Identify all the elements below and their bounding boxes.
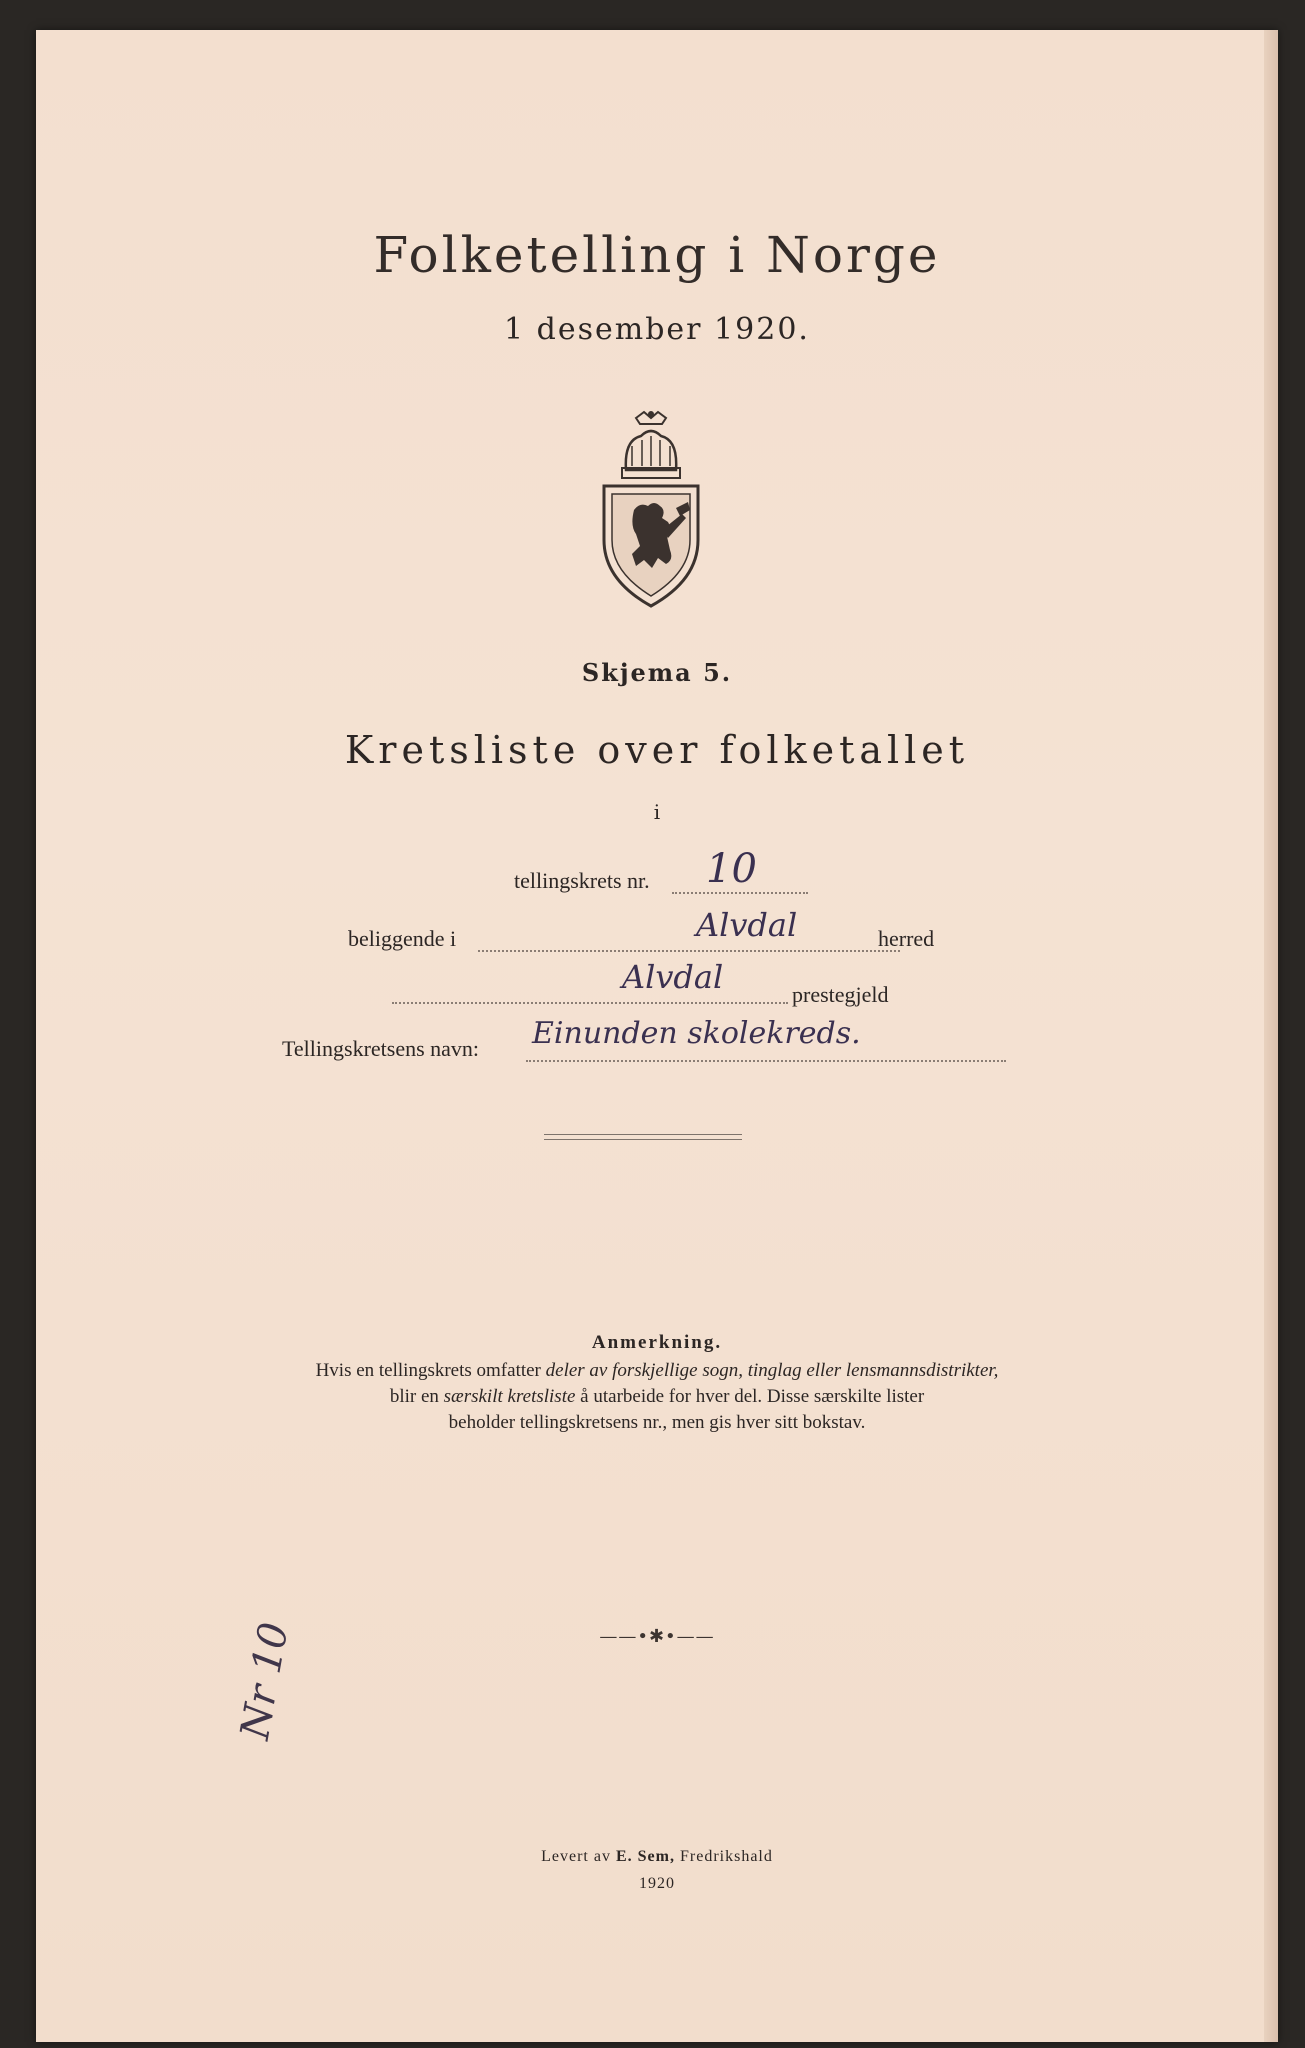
herred-field <box>478 920 900 952</box>
form-date: 1 desember 1920. <box>504 312 810 347</box>
remark-line-1 <box>36 1360 1278 1382</box>
district-name-value: Einunden skolekreds. <box>532 1016 861 1051</box>
remark-line-3: beholder tellingskretsens nr., men gis hver sitt bokstav. <box>448 1412 866 1433</box>
herred-label: herred <box>878 926 935 951</box>
printer-year: 1920 <box>639 1875 675 1892</box>
section-divider <box>544 1134 742 1140</box>
remark-line-2 <box>36 1386 1278 1408</box>
printer-prefix: Levert av <box>541 1848 616 1865</box>
district-name-label: Tellingskretsens navn: <box>282 1036 480 1061</box>
herred-value: Alvdal <box>696 906 798 944</box>
district-number-value: 10 <box>706 846 757 892</box>
printer-line <box>36 1848 1278 1866</box>
remark-line-1-text: Hvis en tellingskrets omfatter <box>315 1360 546 1381</box>
remark-line-2-text-c: å utarbeide for hver del. Disse særskilte lister <box>575 1386 925 1407</box>
remark-line-2-text-a: blir en <box>389 1386 444 1407</box>
district-number-label: tellingskrets nr. <box>514 868 650 893</box>
form-title: Folketelling i Norge <box>373 226 941 284</box>
printer-name: E. Sem, <box>615 1848 675 1865</box>
remark-title: Anmerkning. <box>591 1332 723 1353</box>
prestegjeld-value: Alvdal <box>622 958 724 996</box>
prestegjeld-field <box>392 972 788 1004</box>
located-in-label: beliggende i <box>348 926 457 951</box>
norwegian-coat-of-arms-icon <box>596 410 706 610</box>
margin-note: Nr 10 <box>231 1619 298 1743</box>
preposition: i <box>653 800 661 824</box>
remark-line-1-italic: deler av forskjellige sogn, tinglag eller lensmannsdistrikter, <box>545 1360 999 1381</box>
schema-label: Skjema 5. <box>581 658 733 687</box>
remark-line-2-italic: særskilt kretsliste <box>443 1386 576 1407</box>
census-form-page <box>36 30 1278 2042</box>
prestegjeld-label: prestegjeld <box>792 982 889 1007</box>
form-heading: Kretsliste over folketallet <box>344 728 970 772</box>
ornament: ——•✱•—— <box>599 1626 715 1647</box>
printer-suffix: Fredrikshald <box>674 1848 773 1865</box>
